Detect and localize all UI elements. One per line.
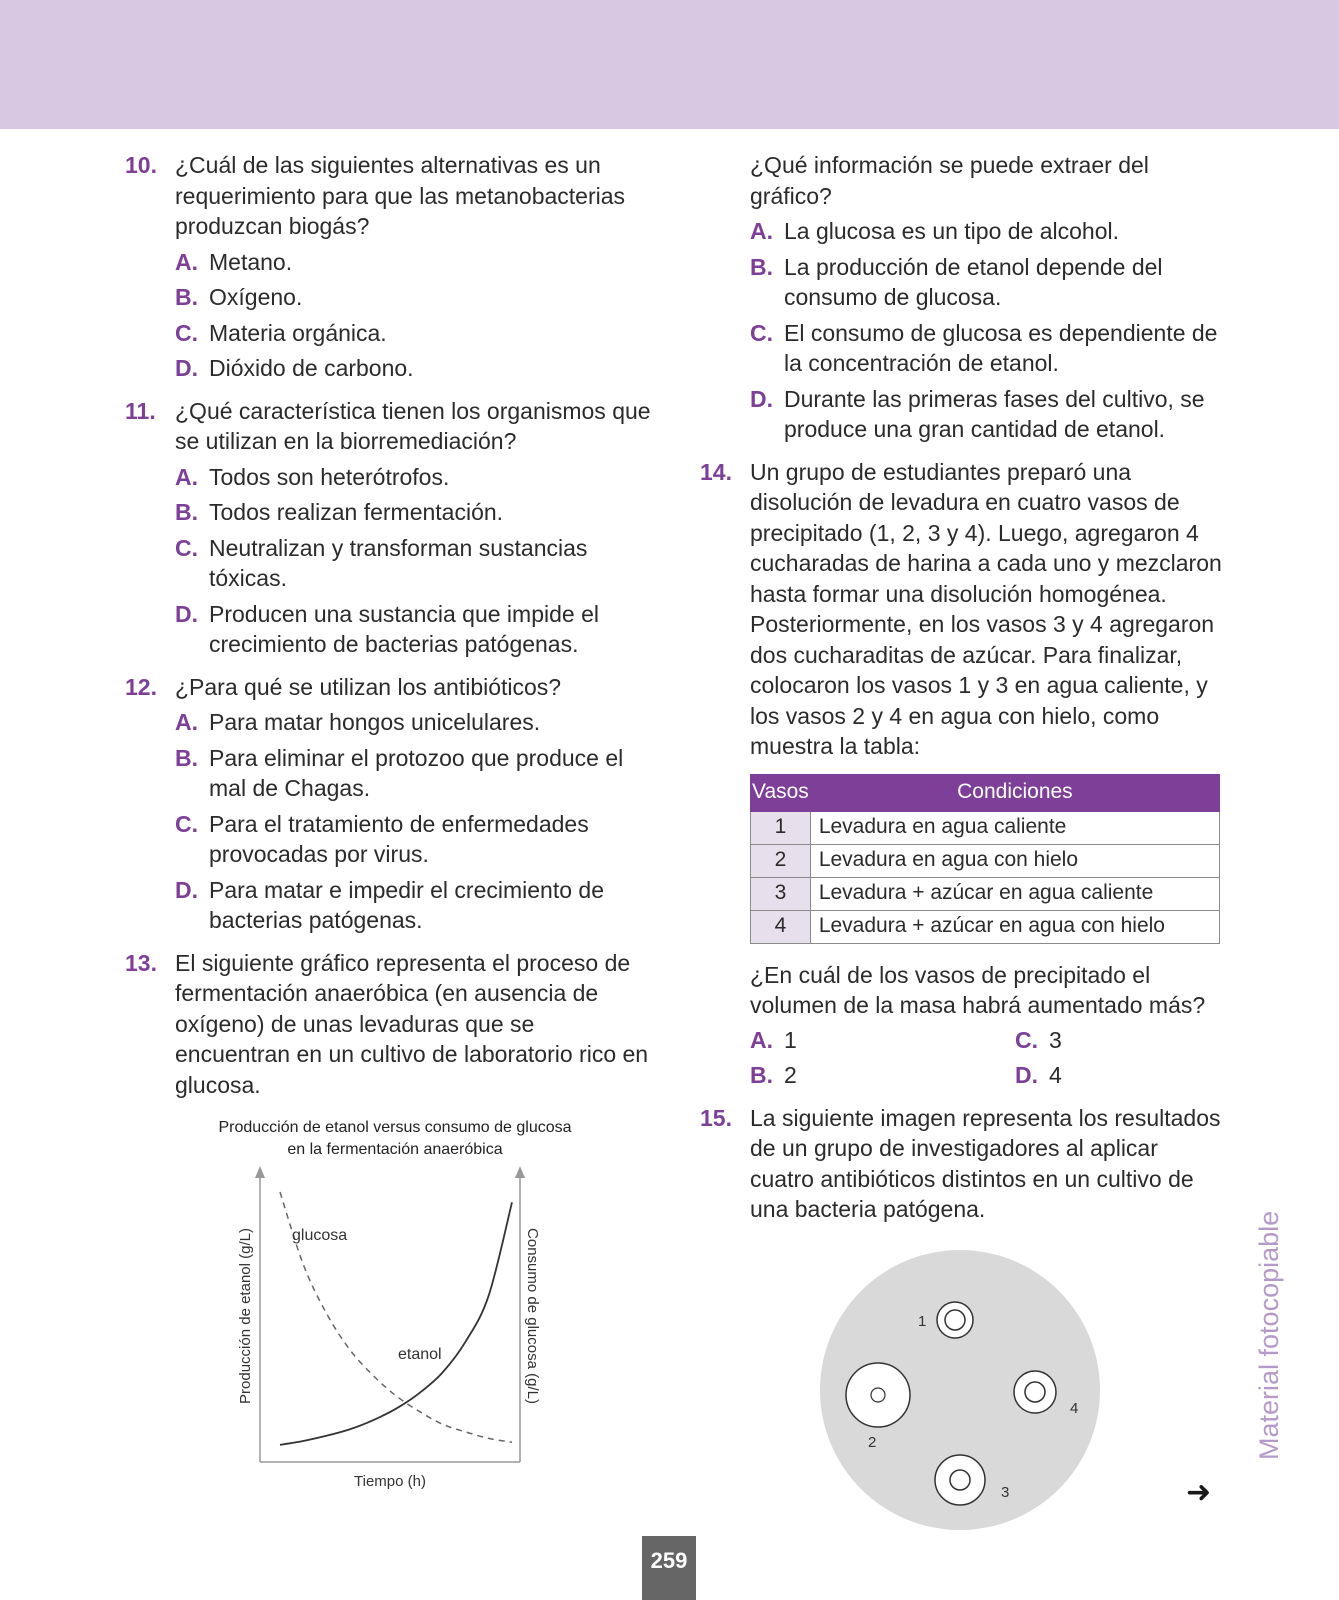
side-label: Material fotocopiable bbox=[1254, 1210, 1284, 1460]
option-b bbox=[750, 252, 1225, 313]
question-stem: ¿Cuál de las siguientes alternativas es un requerimiento para que las metanobacterias produzcan biogás? bbox=[175, 152, 626, 239]
question-number: 15. bbox=[700, 1104, 732, 1131]
option-d bbox=[175, 353, 655, 384]
option-letter: D. bbox=[1015, 1062, 1038, 1088]
option-text: La glucosa es un tipo de alcohol. bbox=[784, 218, 1120, 244]
option-c bbox=[175, 809, 655, 870]
question-stem: El siguiente gráfico representa el proceso de fermentación anaeróbica (en ausencia de oxígeno) de unas levaduras que se encuentran en un cultivo de laboratorio rico en glucosa. bbox=[175, 949, 649, 1098]
option-text: 2 bbox=[784, 1062, 797, 1088]
chart-svg bbox=[170, 1112, 590, 1512]
table-cell: 3 bbox=[751, 877, 811, 910]
option-text: Todos realizan fermentación. bbox=[209, 499, 504, 525]
option-letter: B. bbox=[750, 1062, 773, 1088]
option-b bbox=[175, 743, 655, 804]
option-letter: C. bbox=[175, 319, 198, 346]
option-letter: D. bbox=[175, 876, 198, 903]
option-text: Durante las primeras fases del cultivo, se produce una gran cantidad de etanol. bbox=[784, 385, 1205, 442]
question-prompt: ¿Qué información se puede extraer del gráfico? bbox=[750, 152, 1149, 209]
y-axis-label-right: Consumo de glucosa (g/L) bbox=[524, 1228, 541, 1404]
option-letter: B. bbox=[750, 253, 773, 280]
table-row bbox=[751, 844, 1220, 877]
option-letter: C. bbox=[750, 319, 773, 346]
arrow-right-icon: ➜ bbox=[1186, 1476, 1212, 1509]
column-header: Condiciones bbox=[810, 774, 1219, 811]
table-cell: Levadura en agua con hielo bbox=[810, 844, 1219, 877]
table-cell: Levadura + azúcar en agua con hielo bbox=[810, 910, 1219, 943]
antibiotic-disc-4 bbox=[1025, 1382, 1045, 1402]
option-letter: C. bbox=[1015, 1026, 1038, 1053]
question-number: 12. bbox=[125, 673, 157, 700]
option-text: Producen una sustancia que impide el crecimiento de bacterias patógenas. bbox=[209, 600, 599, 657]
option-a bbox=[750, 1025, 1015, 1056]
option-b bbox=[750, 1060, 1015, 1091]
option-letter: C. bbox=[175, 534, 198, 561]
option-text: Para matar e impedir el crecimiento de bacterias patógenas. bbox=[209, 876, 604, 933]
petri-dish-svg bbox=[820, 1245, 1120, 1535]
option-text: Neutralizan y transforman sustancias tóxicas. bbox=[209, 534, 588, 591]
option-letter: B. bbox=[175, 744, 198, 771]
disc-label-2: 2 bbox=[868, 1433, 877, 1451]
question-12 bbox=[125, 672, 655, 936]
option-letter: A. bbox=[175, 709, 198, 735]
chart-title-line-2: en la fermentación anaeróbica bbox=[287, 1141, 503, 1158]
option-c bbox=[750, 318, 1225, 379]
question-prompt: ¿En cuál de los vasos de precipitado el volumen de la masa habrá aumentado más? bbox=[750, 961, 1206, 1018]
question-15 bbox=[700, 1103, 1225, 1535]
option-d bbox=[750, 384, 1225, 445]
option-text: Para matar hongos unicelulares. bbox=[209, 709, 541, 735]
option-c bbox=[1015, 1025, 1215, 1056]
question-14 bbox=[700, 457, 1225, 1091]
antibiotic-disc-1 bbox=[945, 1310, 965, 1330]
table-header-row bbox=[751, 774, 1220, 811]
right-column bbox=[700, 150, 1225, 1547]
table-cell: Levadura + azúcar en agua caliente bbox=[810, 877, 1219, 910]
option-c bbox=[175, 318, 655, 349]
option-a bbox=[750, 216, 1225, 247]
left-column bbox=[125, 150, 655, 1512]
question-13 bbox=[125, 948, 655, 1101]
option-text: 1 bbox=[784, 1026, 797, 1053]
option-text: 3 bbox=[1049, 1026, 1062, 1053]
table-cell: 1 bbox=[751, 811, 811, 844]
antibiotic-disc-2 bbox=[871, 1388, 885, 1402]
option-text: 4 bbox=[1049, 1062, 1062, 1088]
question-10 bbox=[125, 150, 655, 384]
option-letter: A. bbox=[750, 218, 773, 244]
disc-label-3: 3 bbox=[1001, 1483, 1010, 1501]
option-letter: D. bbox=[175, 600, 198, 627]
right-axis-arrow bbox=[515, 1166, 525, 1178]
option-c bbox=[175, 533, 655, 594]
option-text: Dióxido de carbono. bbox=[209, 355, 414, 381]
table-row bbox=[751, 811, 1220, 844]
option-a bbox=[175, 707, 655, 738]
question-number: 13. bbox=[125, 949, 157, 976]
table-cell: 2 bbox=[751, 844, 811, 877]
option-d bbox=[1015, 1060, 1215, 1091]
disc-label-4: 4 bbox=[1070, 1399, 1079, 1417]
disc-label-1: 1 bbox=[918, 1312, 927, 1330]
series-label-glucosa: glucosa bbox=[292, 1227, 348, 1244]
petri-dish-figure bbox=[820, 1245, 1120, 1535]
table-cell: 4 bbox=[751, 910, 811, 943]
antibiotic-disc-3 bbox=[950, 1470, 970, 1490]
option-d bbox=[175, 875, 655, 936]
option-a bbox=[175, 247, 655, 278]
option-text: Materia orgánica. bbox=[209, 319, 387, 346]
left-axis-arrow bbox=[255, 1166, 265, 1178]
question-number: 10. bbox=[125, 152, 157, 178]
series-label-etanol: etanol bbox=[398, 1346, 442, 1363]
table-cell: Levadura en agua caliente bbox=[810, 811, 1219, 844]
question-13-continued bbox=[700, 150, 1225, 445]
chart-title-line-1: Producción de etanol versus consumo de glucosa bbox=[218, 1119, 572, 1136]
question-stem: ¿Para qué se utilizan los antibióticos? bbox=[175, 673, 562, 700]
conditions-table bbox=[750, 774, 1220, 944]
option-b bbox=[175, 497, 655, 528]
option-text: El consumo de glucosa es dependiente de la concentración de etanol. bbox=[784, 319, 1218, 376]
option-b bbox=[175, 282, 655, 313]
option-letter: B. bbox=[175, 284, 198, 310]
option-letter: D. bbox=[175, 355, 198, 381]
option-text: La producción de etanol depende del consumo de glucosa. bbox=[784, 253, 1163, 310]
y-axis-label-left: Producción de etanol (g/L) bbox=[237, 1228, 254, 1404]
question-stem: La siguiente imagen representa los resultados de un grupo de investigadores al aplicar cuatro antibióticos distintos en un cultivo de una bacteria patógena. bbox=[750, 1104, 1221, 1222]
x-axis-label: Tiempo (h) bbox=[354, 1473, 426, 1490]
option-text: Todos son heterótrofos. bbox=[209, 463, 450, 490]
question-stem: Un grupo de estudiantes preparó una disolución de levadura en cuatro vasos de precipitado (1, 2, 3 y 4). Luego, agregaron 4 cucharadas de harina a cada uno y mezclaron hasta formar una disolución homogénea. Posteriormente, en los vasos 3 y 4 agregaron dos cucharaditas de azúcar. Para finalizar, colocaron los vasos 1 y 3 en agua caliente, y los vasos 2 y 4 en agua con hielo, como muestra la tabla: bbox=[750, 458, 1222, 759]
option-letter: A. bbox=[175, 463, 198, 490]
table-row bbox=[751, 910, 1220, 943]
question-number: 11. bbox=[125, 397, 156, 424]
option-text: Para eliminar el protozoo que produce el mal de Chagas. bbox=[209, 744, 624, 801]
options-grid bbox=[750, 1025, 1225, 1091]
option-letter: B. bbox=[175, 499, 198, 525]
column-header: Vasos bbox=[751, 774, 811, 811]
option-d bbox=[175, 599, 655, 660]
option-a bbox=[175, 462, 655, 493]
option-text: Metano. bbox=[209, 248, 293, 275]
page-number: 259 bbox=[642, 1536, 696, 1600]
option-letter: D. bbox=[750, 385, 773, 412]
question-stem: ¿Qué característica tienen los organismos que se utilizan en la biorremediación? bbox=[175, 397, 651, 454]
fermentation-chart bbox=[170, 1112, 590, 1512]
option-text: Oxígeno. bbox=[209, 284, 303, 310]
table-row bbox=[751, 877, 1220, 910]
option-letter: A. bbox=[175, 248, 198, 275]
question-11 bbox=[125, 396, 655, 660]
header-band bbox=[0, 0, 1339, 129]
option-letter: C. bbox=[175, 810, 198, 837]
question-number: 14. bbox=[700, 458, 732, 485]
option-letter: A. bbox=[750, 1026, 773, 1053]
option-text: Para el tratamiento de enfermedades provocadas por virus. bbox=[209, 810, 589, 867]
